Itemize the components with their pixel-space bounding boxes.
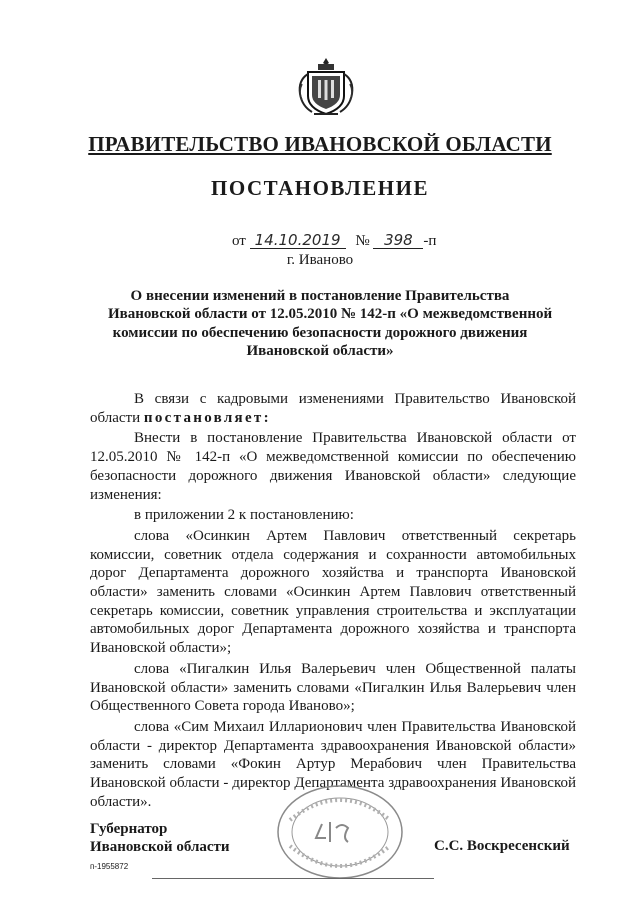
document-code: п-1955872 xyxy=(90,862,129,871)
body-paragraph: в приложении 2 к постановлению: xyxy=(134,507,354,524)
subject-line: комиссии по обеспечению безопасности дорожного движения xyxy=(112,324,528,341)
body-paragraph: слова «Пигалкин Илья Валерьевич член Общественной палаты Ивановской области» заменить словами «Пигалкин Илья Валерьевич член Общественного Совета города Иваново»; xyxy=(90,660,576,715)
signatory-title-line: Ивановской области xyxy=(90,839,230,855)
number-suffix: -п xyxy=(423,233,437,249)
preamble-paragraph xyxy=(90,390,576,427)
document-type: ПОСТАНОВЛЕНИЕ xyxy=(211,176,429,200)
preamble-text: В связи с кадровыми изменениями Правительство Ивановской области xyxy=(90,391,576,426)
handwritten-date: 14.10.2019 xyxy=(250,232,346,249)
subject-line: Ивановской области от 12.05.2010 № 142-п «О межведомственной xyxy=(108,306,553,323)
body-paragraph: слова «Осинкин Артем Павлович ответственный секретарь комиссии, советник отдела содержания и сохранности автомобильных дорог Департамента дорожного хозяйства и транспорта Ивановской области» заменить словами «Осинкин Артем Павлович ответственный секретарь комиссии, советник управления строительства и эксплуатации автомобильных дорог Департамента дорожного хозяйства и транспорта Ивановской области»; xyxy=(90,527,576,657)
number-sign: № xyxy=(355,233,370,249)
document-subject xyxy=(108,287,553,361)
round-stamp-icon xyxy=(260,780,420,880)
city: г. Иваново xyxy=(286,252,354,268)
subject-line: Ивановской области» xyxy=(246,343,394,360)
document-body xyxy=(90,390,576,811)
body-paragraph: Внести в постановление Правительства Ивановской области от 12.05.2010 № 142-п «О межведомственной комиссии по обеспечению безопасности дорожного движения Ивановской области» следующие изменения: xyxy=(90,430,576,503)
organization-title: ПРАВИТЕЛЬСТВО ИВАНОВСКОЙ ОБЛАСТИ xyxy=(88,132,552,156)
date-prefix: от xyxy=(232,233,246,249)
bottom-divider xyxy=(152,878,434,879)
signatory-title-line: Губернатор xyxy=(90,821,168,837)
date-number-line xyxy=(232,232,436,250)
resolves-word: постановляет: xyxy=(143,409,271,426)
signatory-title xyxy=(90,820,230,856)
signatory-name: С.С. Воскресенский xyxy=(434,838,570,854)
coat-of-arms-icon xyxy=(296,56,356,118)
subject-line: О внесении изменений в постановление Правительства xyxy=(130,288,510,304)
handwritten-number: 398 xyxy=(373,232,423,249)
body-paragraph: слова «Сим Михаил Илларионович член Правительства Ивановской области - директор Департамента здравоохранения Ивановской области» заменить словами «Фокин Артур Мерабович член Правительства Ивановской области - директор Департамента здравоохранения Ивановской области». xyxy=(90,718,576,810)
